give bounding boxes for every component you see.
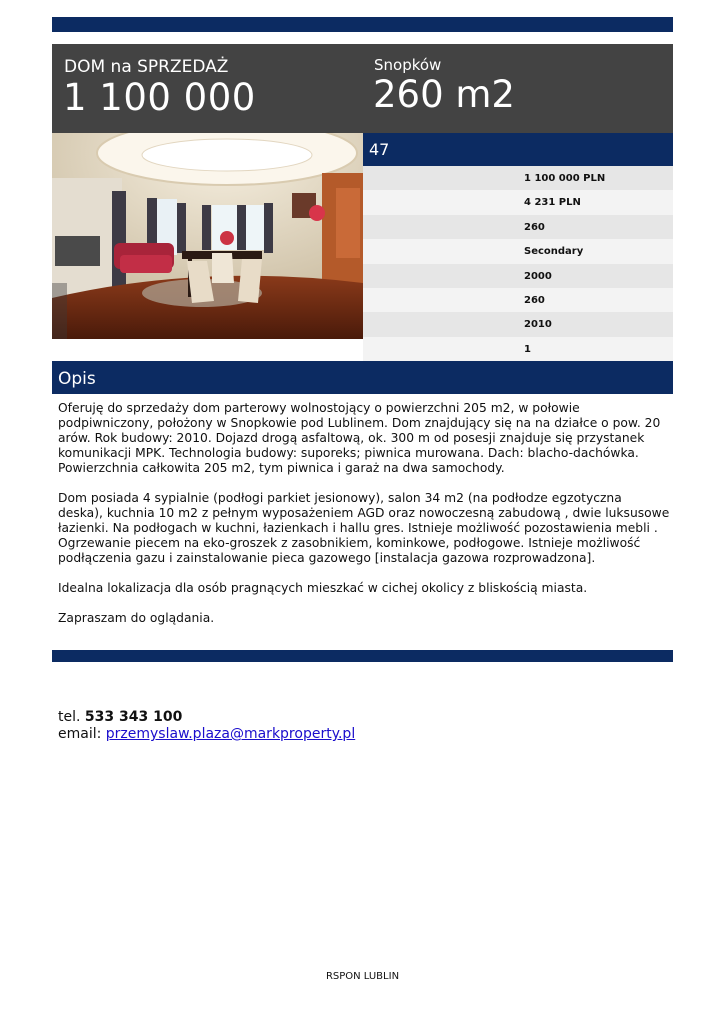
description-body <box>58 401 670 641</box>
detail-value: 260 <box>524 294 545 306</box>
email-label: email: <box>58 726 102 742</box>
detail-value: Secondary <box>524 246 584 258</box>
listing-header <box>52 44 673 133</box>
detail-row <box>363 312 673 336</box>
description-paragraph: Idealna lokalizacja dla osób pragnących mieszkać w cichej okolicy z bliskością miasta. <box>58 581 588 595</box>
property-type: DOM na SPRZEDAŻ <box>64 57 229 77</box>
detail-value: 1 <box>524 343 531 355</box>
property-photo <box>52 133 363 339</box>
listing-id-bar <box>363 133 673 166</box>
detail-value: 2010 <box>524 319 552 331</box>
detail-row <box>363 166 673 190</box>
email-link[interactable]: przemyslaw.plaza@markproperty.pl <box>105 726 356 742</box>
property-area: 260 m2 <box>373 73 515 116</box>
description-heading: Opis <box>58 369 96 389</box>
bottom-accent-bar <box>52 650 673 662</box>
phone-line <box>58 709 355 726</box>
description-paragraph: Oferuję do sprzedaży dom parterowy wolnostojący o powierzchni 205 m2, w połowie podpiwniczony, położony w Snopkowie pod Lublinem. Dom znajdujący się na na działce o pow. 20 arów. Rok budowy: 2010. Dojazd drogą asfaltową, ok. 300 m od posesji znajduje się przystanek komunikacji MPK. Technologia budowy: suporeks; piwnica murowana. Dach: blacho-dachówka. Powierzchnia całkowita 205 m2, tym piwnica i garaż na dwa samochody. <box>58 401 661 475</box>
detail-row <box>363 239 673 263</box>
property-location: Snopków <box>374 56 442 74</box>
detail-value: 260 <box>524 221 545 233</box>
top-accent-bar <box>52 17 673 32</box>
contact-block <box>58 709 355 743</box>
detail-row <box>363 288 673 312</box>
description-heading-bar <box>52 361 673 394</box>
detail-row <box>363 215 673 239</box>
detail-row <box>363 190 673 214</box>
detail-value: 2000 <box>524 270 552 282</box>
property-price: 1 100 000 <box>63 76 256 119</box>
detail-value: 4 231 PLN <box>524 197 581 209</box>
phone-label: tel. <box>58 709 81 725</box>
description-paragraph: Dom posiada 4 sypialnie (podłogi parkiet jesionowy), salon 34 m2 (na podłodze egzotyczna deska), kuchnia 10 m2 z pełnym wyposażeniem AGD oraz nowoczesną zabudową , dwie luksusowe łazienki. Na podłogach w kuchni, łazienkach i hallu gres. Istnieje możliwość pozostawienia mebli . Ogrzewanie piecem na eko-groszek z zasobnikiem, kominkowe, podłogowe. Istnieje możliwość podłączenia gazu i zainstalowanie pieca gazowego [instalacja gazowa rozprowadzona]. <box>58 491 670 565</box>
footer-agency: RSPON LUBLIN <box>325 971 400 982</box>
description-paragraph: Zapraszam do oglądania. <box>58 611 215 625</box>
phone-number: 533 343 100 <box>84 709 183 725</box>
detail-row <box>363 264 673 288</box>
detail-row <box>363 337 673 361</box>
detail-value: 1 100 000 PLN <box>524 173 606 184</box>
details-table <box>363 166 673 361</box>
listing-id: 47 <box>369 140 390 159</box>
email-line <box>58 726 355 743</box>
